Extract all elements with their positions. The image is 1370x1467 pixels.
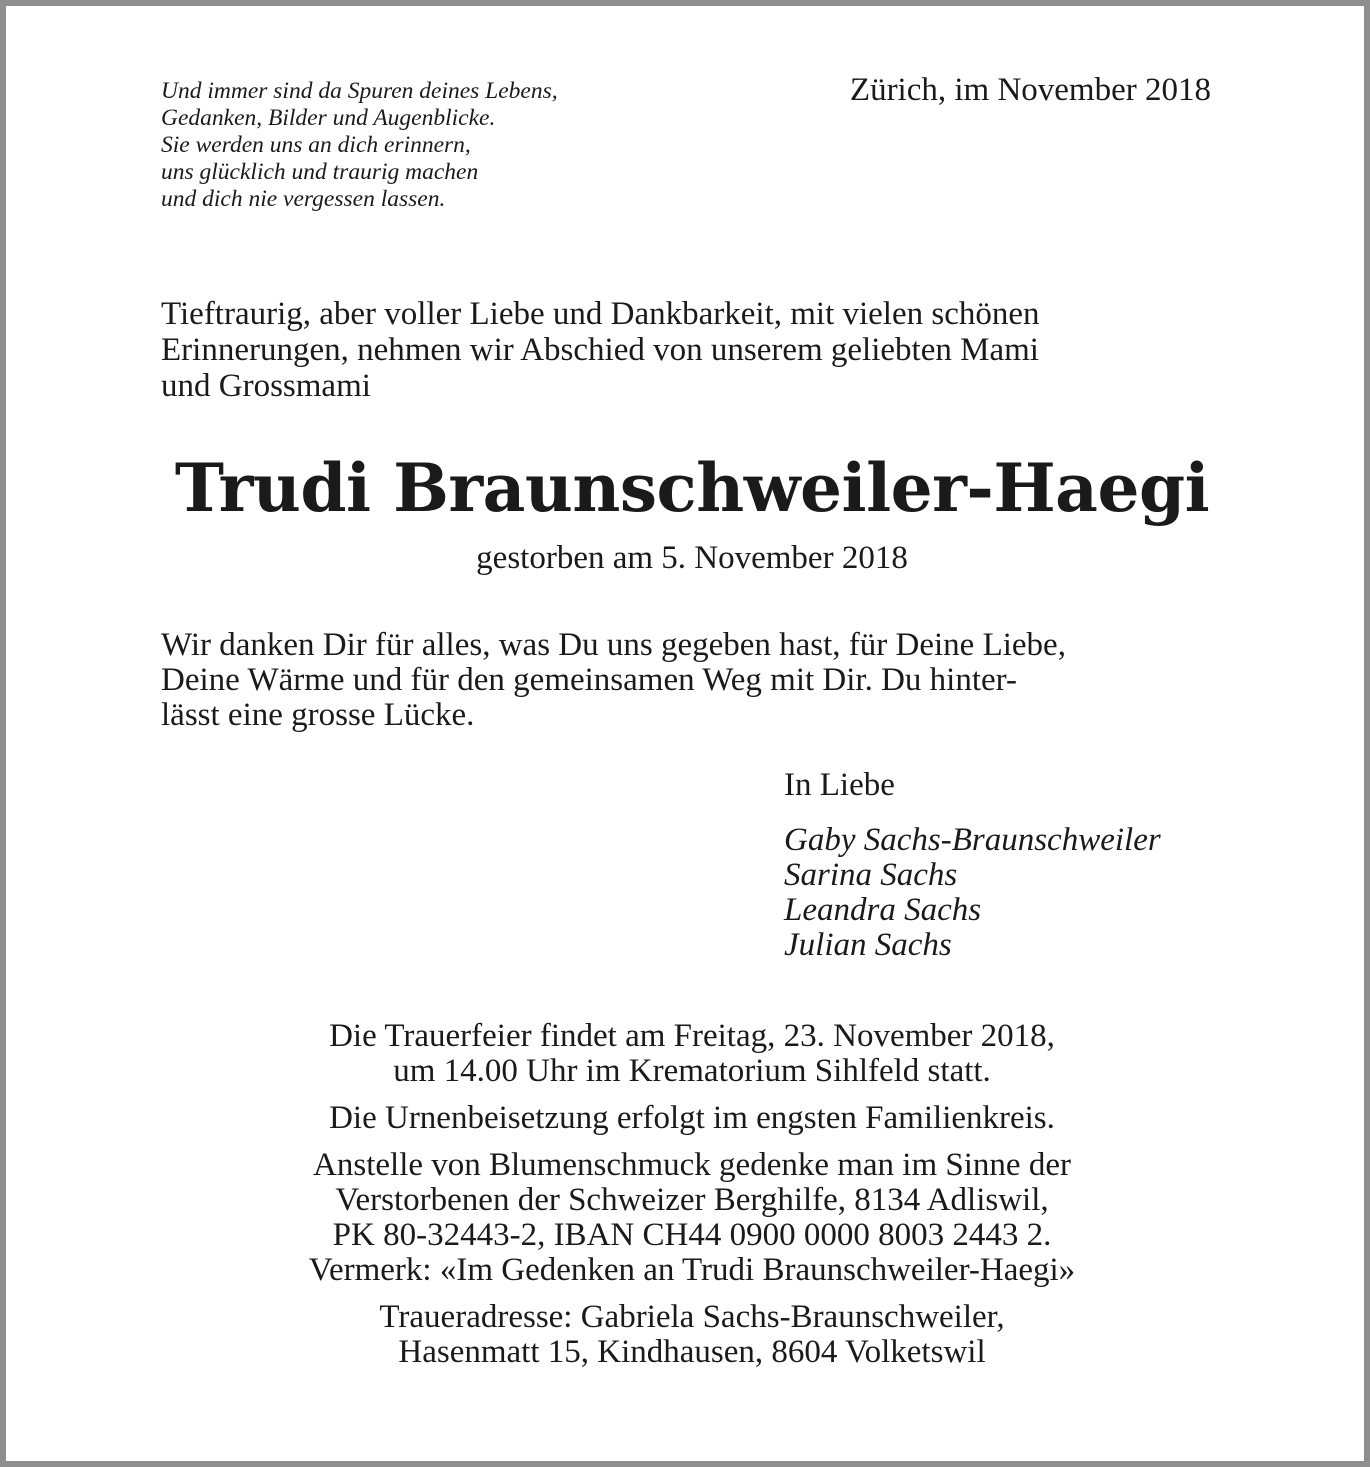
ceremony-notice [161, 1019, 1223, 1089]
intro-paragraph [161, 296, 1223, 404]
poem-line: Gedanken, Bilder und Augenblicke. [161, 105, 496, 131]
thanks-paragraph [161, 628, 1223, 733]
family-member-name: Sarina Sachs [784, 857, 958, 893]
intro-line: Tieftraurig, aber voller Liebe und Dankbarkeit, mit vielen schönen [161, 296, 1040, 332]
thanks-line: Wir danken Dir für alles, was Du uns gegeben hast, für Deine Liebe, [161, 627, 1066, 663]
notice-line: um 14.00 Uhr im Krematorium Sihlfeld statt. [393, 1053, 991, 1089]
poem-line: Sie werden uns an dich erinnern, [161, 132, 471, 158]
family-member-name: Julian Sachs [784, 927, 952, 963]
signoff-lead: In Liebe [784, 767, 895, 803]
poem-line: und dich nie vergessen lassen. [161, 186, 446, 212]
thanks-line: lässt eine grosse Lücke. [161, 697, 475, 733]
deceased-name: Trudi Braunschweiler-Haegi [174, 449, 1210, 527]
urn-notice [161, 1101, 1223, 1136]
notice-line: Die Urnenbeisetzung erfolgt im engsten Familienkreis. [329, 1100, 1055, 1136]
notice-line: Anstelle von Blumenschmuck gedenke man im Sinne der [313, 1147, 1071, 1183]
intro-line: Erinnerungen, nehmen wir Abschied von unserem geliebten Mami [161, 332, 1039, 368]
family-signoff [784, 768, 1224, 963]
funeral-notices [161, 1019, 1223, 1382]
memorial-poem [161, 78, 721, 213]
notice-line: Vermerk: «Im Gedenken an Trudi Braunschweiler-Haegi» [308, 1252, 1076, 1288]
intro-line: und Grossmami [161, 368, 371, 404]
notice-line: Hasenmatt 15, Kindhausen, 8604 Volketswil [398, 1334, 986, 1370]
date-of-death: gestorben am 5. November 2018 [476, 540, 908, 576]
notice-line: Die Trauerfeier findet am Freitag, 23. November 2018, [329, 1018, 1055, 1054]
place-date: Zürich, im November 2018 [849, 72, 1211, 108]
family-member-name: Gaby Sachs-Braunschweiler [784, 822, 1161, 858]
thanks-line: Deine Wärme und für den gemeinsamen Weg mit Dir. Du hinter- [161, 662, 1017, 698]
mourning-address [161, 1300, 1223, 1370]
family-member-name: Leandra Sachs [784, 892, 982, 928]
donation-notice [161, 1148, 1223, 1288]
poem-line: uns glücklich und traurig machen [161, 159, 479, 185]
poem-line: Und immer sind da Spuren deines Lebens, [161, 78, 558, 104]
notice-line: PK 80-32443-2, IBAN CH44 0900 0000 8003 2443 2. [332, 1217, 1052, 1253]
notice-line: Traueradresse: Gabriela Sachs-Braunschweiler, [379, 1299, 1005, 1335]
notice-line: Verstorbenen der Schweizer Berghilfe, 8134 Adliswil, [335, 1182, 1049, 1218]
